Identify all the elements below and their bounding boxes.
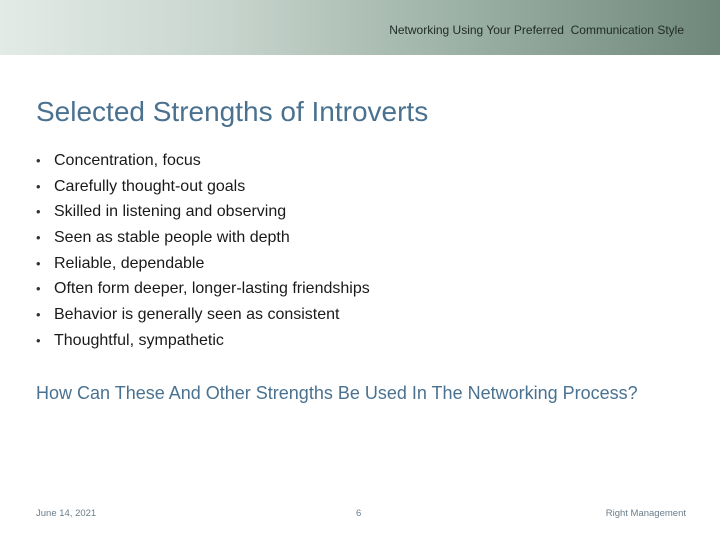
list-item-text: Thoughtful, sympathetic bbox=[54, 331, 224, 349]
list-item-text: Carefully thought-out goals bbox=[54, 177, 246, 195]
bullet-icon: • bbox=[36, 230, 41, 246]
list-item bbox=[36, 227, 370, 253]
footer-page-number: 6 bbox=[356, 508, 362, 519]
bullet-icon: • bbox=[36, 204, 41, 220]
bullet-icon: • bbox=[36, 332, 41, 348]
list-item bbox=[36, 253, 370, 279]
bullet-icon: • bbox=[36, 281, 41, 297]
list-item-text: Often form deeper, longer-lasting friendships bbox=[54, 280, 370, 298]
list-item bbox=[36, 278, 370, 304]
list-item bbox=[36, 330, 370, 356]
bullet-icon: • bbox=[36, 255, 41, 271]
list-item-text: Skilled in listening and observing bbox=[54, 203, 287, 221]
list-item bbox=[36, 150, 370, 176]
footer-company: Right Management bbox=[605, 508, 686, 519]
list-item-text: Behavior is generally seen as consistent bbox=[54, 306, 340, 324]
bullet-icon: • bbox=[36, 307, 41, 323]
header-title: Networking Using Your Preferred Communication Style bbox=[389, 23, 684, 37]
discussion-question: How Can These And Other Strengths Be Used In The Networking Process? bbox=[36, 383, 638, 403]
list-item-text: Concentration, focus bbox=[54, 152, 201, 169]
list-item bbox=[36, 201, 370, 227]
strengths-list bbox=[36, 150, 370, 356]
bullet-icon: • bbox=[36, 153, 41, 168]
list-item-text: Reliable, dependable bbox=[54, 254, 205, 272]
list-item-text: Seen as stable people with depth bbox=[54, 229, 290, 247]
bullet-icon: • bbox=[36, 178, 41, 194]
list-item bbox=[36, 304, 370, 330]
list-item bbox=[36, 176, 370, 202]
footer-date: June 14, 2021 bbox=[36, 508, 97, 519]
header-band bbox=[0, 0, 720, 55]
slide-title: Selected Strengths of Introverts bbox=[36, 96, 429, 127]
